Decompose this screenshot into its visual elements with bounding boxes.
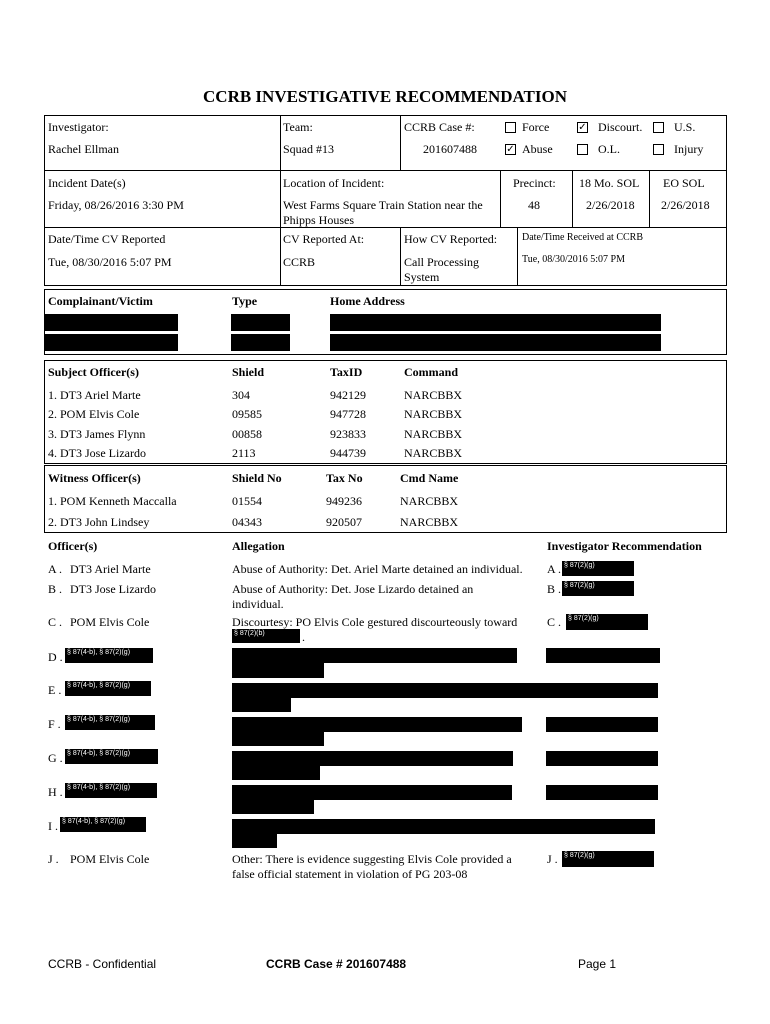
redaction-recommendation bbox=[546, 785, 658, 800]
eo-sol-label: EO SOL bbox=[663, 176, 705, 190]
redaction-allegation bbox=[232, 698, 291, 712]
redaction-allegation bbox=[232, 766, 320, 780]
sol-value: 2/26/2018 bbox=[586, 198, 635, 212]
allegation-text: Other: There is evidence suggesting Elvis Cole provided a false official statement in violation of PG 203-08 bbox=[232, 852, 512, 881]
received-label: Date/Time Received at CCRB bbox=[522, 232, 644, 243]
witness-col-shield: Shield No bbox=[232, 471, 282, 485]
witness-col-officer: Witness Officer(s) bbox=[48, 471, 141, 485]
subject-taxid: 942129 bbox=[330, 388, 366, 402]
redaction-recommendation: § 87(2)(g) bbox=[562, 851, 654, 867]
redaction-allegation bbox=[232, 834, 277, 848]
witness-tax: 949236 bbox=[326, 494, 362, 508]
footer-case-number: CCRB Case # 201607488 bbox=[266, 957, 407, 971]
allegations-col-recommendation: Investigator Recommendation bbox=[547, 539, 702, 553]
investigator-label: Investigator: bbox=[48, 120, 109, 134]
sol-label: 18 Mo. SOL bbox=[579, 176, 640, 190]
redaction-allegation bbox=[232, 663, 324, 678]
allegation-officer: DT3 Ariel Marte bbox=[70, 562, 151, 576]
complainant-col-name: Complainant/Victim bbox=[48, 294, 153, 308]
recommendation-letter: B . bbox=[547, 582, 562, 596]
subject-taxid: 923833 bbox=[330, 427, 366, 441]
checkbox-us[interactable] bbox=[653, 122, 664, 133]
team-label: Team: bbox=[283, 120, 313, 134]
redaction-officer: § 87(4-b), § 87(2)(g) bbox=[65, 715, 155, 730]
subject-col-taxid: TaxID bbox=[330, 365, 363, 379]
allegation-letter: C . bbox=[48, 615, 63, 629]
witness-cmd: NARCBBX bbox=[400, 494, 459, 508]
redaction-allegation bbox=[232, 785, 512, 800]
redaction-recommendation bbox=[546, 717, 658, 732]
complainant-col-type: Type bbox=[232, 294, 258, 308]
subject-shield: 2113 bbox=[232, 446, 256, 460]
redaction-officer: § 87(4-b), § 87(2)(g) bbox=[65, 783, 157, 798]
subject-name: 3. DT3 James Flynn bbox=[48, 427, 146, 441]
checkbox-ol[interactable] bbox=[577, 144, 588, 155]
subject-officers-box bbox=[44, 360, 727, 464]
witness-shield: 01554 bbox=[232, 494, 262, 508]
redaction-recommendation: § 87(2)(g) bbox=[562, 581, 634, 596]
redaction-recommendation: § 87(2)(g) bbox=[562, 561, 634, 576]
redaction-complainant-name-1 bbox=[44, 314, 178, 331]
incident-dates-value: Friday, 08/26/2016 3:30 PM bbox=[48, 198, 184, 212]
eo-sol-value: 2/26/2018 bbox=[661, 198, 710, 212]
allegations-col-allegation: Allegation bbox=[232, 539, 285, 553]
redaction-officer: § 87(4-b), § 87(2)(g) bbox=[60, 817, 146, 832]
page-title: CCRB INVESTIGATIVE RECOMMENDATION bbox=[203, 87, 567, 106]
redaction-recommendation bbox=[546, 751, 658, 766]
allegation-letter: D . bbox=[48, 650, 63, 664]
redaction-allegation bbox=[232, 800, 314, 814]
witness-shield: 04343 bbox=[232, 515, 262, 529]
redaction-complainant-name-2 bbox=[44, 334, 178, 351]
team-value: Squad #13 bbox=[283, 142, 334, 156]
location-label: Location of Incident: bbox=[283, 176, 385, 190]
witness-col-tax: Tax No bbox=[326, 471, 363, 485]
subject-command: NARCBBX bbox=[404, 407, 463, 421]
recommendation-letter: A . bbox=[547, 562, 562, 576]
redaction-recommendation: § 87(2)(g) bbox=[566, 614, 648, 630]
investigator-value: Rachel Ellman bbox=[48, 142, 119, 156]
received-value: Tue, 08/30/2016 5:07 PM bbox=[522, 254, 625, 265]
redaction-allegation bbox=[232, 648, 517, 663]
redaction-officer: § 87(4-b), § 87(2)(g) bbox=[65, 648, 153, 663]
allegation-letter: G . bbox=[48, 751, 63, 765]
allegation-letter: J . bbox=[48, 852, 59, 866]
case-label: CCRB Case #: bbox=[404, 120, 475, 134]
subject-name: 1. DT3 Ariel Marte bbox=[48, 388, 141, 402]
redaction-allegation bbox=[232, 683, 658, 698]
subject-shield: 00858 bbox=[232, 427, 262, 441]
subject-col-command: Command bbox=[404, 365, 459, 379]
witness-col-cmd: Cmd Name bbox=[400, 471, 459, 485]
redaction-allegation bbox=[232, 751, 513, 766]
subject-taxid: 947728 bbox=[330, 407, 366, 421]
footer-confidential: CCRB - Confidential bbox=[48, 957, 157, 971]
witness-name: 1. POM Kenneth Maccalla bbox=[48, 494, 177, 508]
how-reported-value: Call Processing System bbox=[404, 255, 479, 284]
checkbox-force[interactable] bbox=[505, 122, 516, 133]
cv-reported-at-value: CCRB bbox=[283, 255, 316, 269]
redaction-officer: § 87(4-b), § 87(2)(g) bbox=[65, 681, 151, 696]
allegation-officer: POM Elvis Cole bbox=[70, 852, 150, 866]
checkbox-abuse[interactable]: ✓ bbox=[506, 144, 515, 155]
subject-col-shield: Shield bbox=[232, 365, 265, 379]
subject-taxid: 944739 bbox=[330, 446, 366, 460]
subject-name: 4. DT3 Jose Lizardo bbox=[48, 446, 146, 460]
checkbox-abuse-label: Abuse bbox=[522, 142, 553, 156]
allegation-officer: POM Elvis Cole bbox=[70, 615, 150, 629]
incident-dates-label: Incident Date(s) bbox=[48, 176, 126, 190]
checkbox-ol-label: O.L. bbox=[598, 142, 620, 156]
cv-reported-value: Tue, 08/30/2016 5:07 PM bbox=[48, 255, 172, 269]
redaction-complainant-type-2 bbox=[231, 334, 290, 351]
cv-reported-at-label: CV Reported At: bbox=[283, 232, 365, 246]
witness-name: 2. DT3 John Lindsey bbox=[48, 515, 150, 529]
subject-shield: 09585 bbox=[232, 407, 262, 421]
allegation-text-end: . bbox=[302, 630, 305, 644]
subject-shield: 304 bbox=[232, 388, 250, 402]
allegation-letter: F . bbox=[48, 717, 61, 731]
checkbox-force-label: Force bbox=[522, 120, 550, 134]
redaction-allegation bbox=[232, 717, 522, 732]
how-reported-label: How CV Reported: bbox=[404, 232, 498, 246]
recommendation-letter: C . bbox=[547, 615, 562, 629]
precinct-label: Precinct: bbox=[513, 176, 556, 190]
checkbox-discourtesy-label: Discourt. bbox=[598, 120, 643, 134]
subject-command: NARCBBX bbox=[404, 388, 463, 402]
redaction-officer: § 87(4-b), § 87(2)(g) bbox=[65, 749, 158, 764]
checkbox-discourtesy[interactable]: ✓ bbox=[578, 122, 587, 133]
cv-reported-label: Date/Time CV Reported bbox=[48, 232, 166, 246]
allegation-letter: B . bbox=[48, 582, 63, 596]
precinct-value: 48 bbox=[528, 198, 540, 212]
case-number: 201607488 bbox=[423, 142, 477, 156]
redaction-allegation bbox=[232, 732, 324, 746]
checkbox-us-label: U.S. bbox=[674, 120, 696, 134]
allegation-letter: I . bbox=[48, 819, 58, 833]
footer-page-number: Page 1 bbox=[578, 957, 617, 971]
allegation-letter: H . bbox=[48, 785, 63, 799]
allegation-text: Abuse of Authority: Det. Jose Lizardo detained an individual. bbox=[232, 582, 474, 611]
witness-tax: 920507 bbox=[326, 515, 362, 529]
subject-command: NARCBBX bbox=[404, 446, 463, 460]
subject-command: NARCBBX bbox=[404, 427, 463, 441]
complainant-col-address: Home Address bbox=[330, 294, 405, 308]
location-value: West Farms Square Train Station near the Phipps Houses bbox=[283, 198, 483, 227]
witness-cmd: NARCBBX bbox=[400, 515, 459, 529]
recommendation-letter: J . bbox=[547, 852, 558, 866]
redaction-complainant-type-1 bbox=[231, 314, 290, 331]
redaction-recommendation bbox=[546, 648, 660, 663]
allegation-letter: A . bbox=[48, 562, 63, 576]
redaction-allegation bbox=[232, 819, 655, 834]
subject-col-officer: Subject Officer(s) bbox=[48, 365, 139, 379]
redaction-complainant-address-1 bbox=[330, 314, 661, 331]
checkbox-injury[interactable] bbox=[653, 144, 664, 155]
allegation-officer: DT3 Jose Lizardo bbox=[70, 582, 156, 596]
allegations-col-officer: Officer(s) bbox=[48, 539, 98, 553]
checkbox-injury-label: Injury bbox=[674, 142, 704, 156]
redaction-allegation: § 87(2)(b) bbox=[232, 629, 300, 643]
allegation-text: Abuse of Authority: Det. Ariel Marte detained an individual. bbox=[232, 562, 523, 576]
subject-name: 2. POM Elvis Cole bbox=[48, 407, 140, 421]
allegation-text: Discourtesy: PO Elvis Cole gestured discourteously toward bbox=[232, 615, 518, 629]
redaction-complainant-address-2 bbox=[330, 334, 661, 351]
allegation-letter: E . bbox=[48, 683, 62, 697]
